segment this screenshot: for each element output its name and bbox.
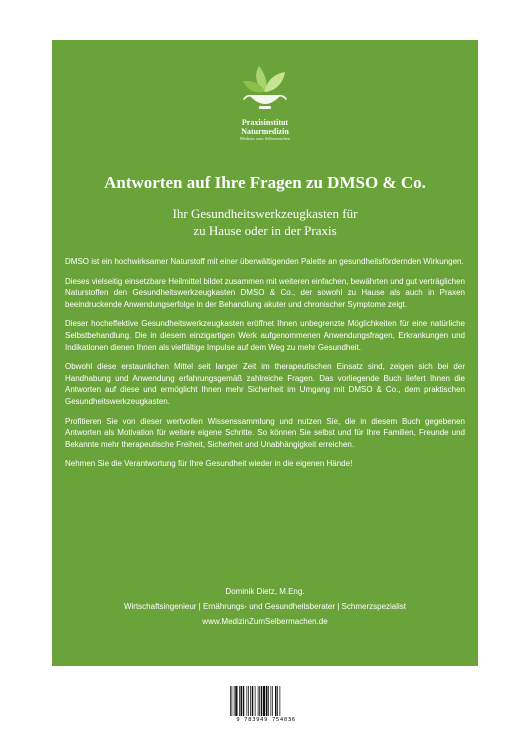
blurb-paragraph: Nehmen Sie die Verantwortung für Ihre Gesundheit wieder in die eigenen Hände! — [65, 459, 353, 469]
logo-name-line1: Praxisinstitut — [241, 118, 289, 127]
barcode-bar — [258, 686, 259, 716]
barcode-bar — [234, 686, 235, 716]
author-block — [52, 584, 478, 629]
blurb-paragraph: Profitieren Sie von dieser wertvollen Wissenssammlung und nutzen Sie, die in diesem Buch gegebenen Antworten als Motivation für weitere eigene Schritte. So können Sie selbst und für Ihre Familien, Freunde und Bekannte mehr therapeutische Freiheit, Sicherheit und Unabhängigkeit erreichen. — [65, 416, 465, 449]
barcode-bar — [232, 686, 233, 716]
isbn-digits: 9 783949 754036 — [236, 717, 296, 723]
barcode-bar — [248, 686, 249, 716]
author-name: Dominik Dietz, M.Eng. — [225, 587, 305, 596]
barcode-bar — [275, 686, 277, 716]
barcode-bar — [230, 686, 231, 716]
blurb-paragraph: Dieses vielseitig einsetzbare Heilmittel bildet zusammen mit weiteren einfachen, bewährten und gut verträglichen Naturstoffen den Gesundheitswerkzeugkasten DMSO & Co., der sowohl zu Hause als auch in Praxen beeindruckende Anwendungserfolge in der Behandlung akuter und chronischer Symptome zeigt. — [65, 276, 465, 309]
barcode-bar — [261, 686, 263, 716]
barcode-bar — [263, 686, 265, 716]
barcode-bar — [247, 686, 248, 716]
logo-tagline: Medizin zum Selbermachen — [239, 136, 291, 141]
barcode-bar — [235, 686, 237, 716]
blurb — [65, 256, 465, 478]
barcode-bar — [243, 686, 245, 716]
barcode-bar — [239, 686, 240, 716]
barcode-bar — [259, 686, 260, 716]
barcode-bar — [252, 686, 254, 716]
book-title: Antworten auf Ihre Fragen zu DMSO & Co. — [104, 173, 426, 192]
barcode-bars — [228, 686, 304, 716]
blurb-paragraph: Obwohl diese erstaunlichen Mittel seit langer Zeit im therapeutischen Einsatz sind, zeigen sich bei der Handhabung und Anwendung erfahrungsgemäß zahlreiche Fragen. Das vorliegende Buch liefert Ihnen die Antworten auf diese und ermöglicht Ihnen mehr Sicherheit im Umgang mit DMSO & Co., dem praktischen Gesundheitswerkzeugkasten. — [65, 362, 465, 406]
cover-panel — [52, 40, 478, 666]
blurb-paragraph: DMSO ist ein hochwirksamer Naturstoff mit einer überwältigenden Palette an gesundheitsfördernden Wirkungen. — [65, 257, 464, 266]
book-subtitle — [52, 205, 478, 239]
barcode-bar — [268, 686, 269, 716]
publisher-logo — [52, 62, 478, 142]
barcode-bar — [241, 686, 243, 716]
leaf-mortar-icon — [235, 62, 295, 118]
barcode-bar — [280, 686, 281, 716]
barcode-bar — [277, 686, 278, 716]
subtitle-line2: zu Hause oder in der Praxis — [193, 223, 337, 238]
blurb-paragraph: Dieser hocheffektive Gesundheitswerkzeugkasten eröffnet Ihnen unbegrenzte Möglichkeiten für eine natürliche Selbstbehandlung. Die in diesem einzigartigen Werk aufgenommenen Anwendungsfragen, Erkrankungen und Indikationen dienen Ihnen als vielfältige Impulse auf dem Weg zu mehr Gesundheit. — [65, 319, 465, 352]
barcode-bar — [266, 686, 268, 716]
author-website: www.MedizinZumSelbermachen.de — [202, 617, 328, 626]
barcode-bar — [250, 686, 251, 716]
isbn-barcode — [228, 686, 304, 724]
logo-name-line2: Naturmedizin — [241, 127, 289, 136]
barcode-bar — [271, 686, 272, 716]
subtitle-line1: Ihr Gesundheitswerkzeugkasten für — [172, 206, 358, 221]
barcode-bar — [272, 686, 273, 716]
barcode-bar — [255, 686, 256, 716]
author-roles: Wirtschaftsingenieur | Ernährungs- und Gesundheitsberater | Schmerzspezialist — [123, 602, 407, 611]
